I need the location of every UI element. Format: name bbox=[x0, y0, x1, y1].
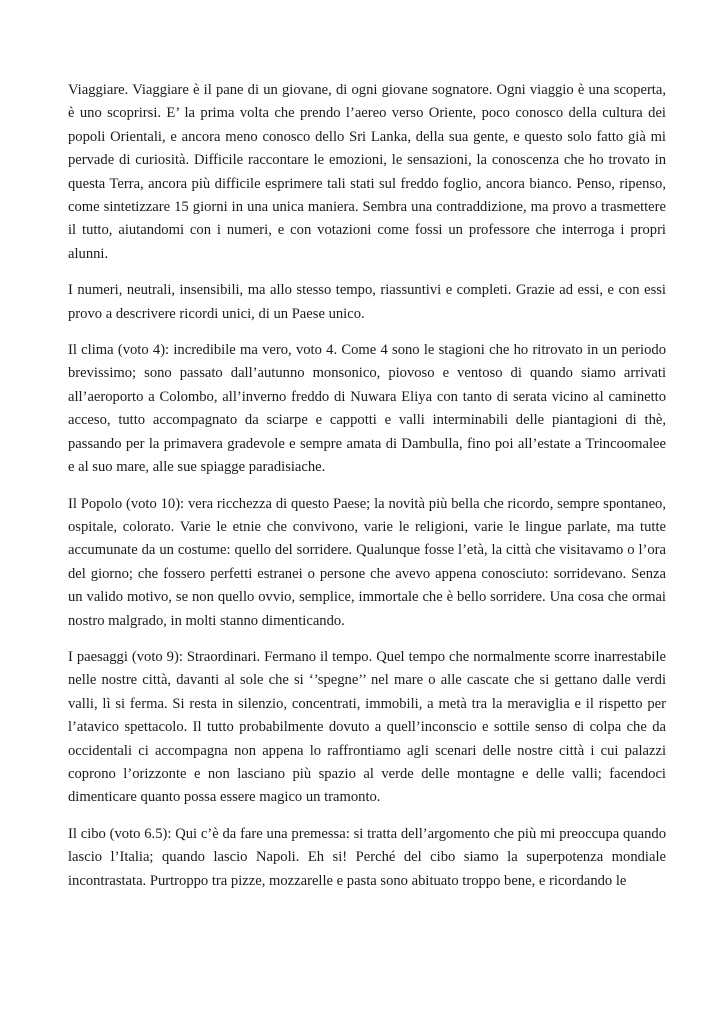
paragraph-intro: Viaggiare. Viaggiare è il pane di un giovane, di ogni giovane sognatore. Ogni viaggio è una scoperta, è uno scoprirsi. E’ la prima volta che prendo l’aereo verso Oriente, poco conosco della cultura dei popoli Orientali, e ancora meno conosco dello Sri Lanka, della sua gente, e questo solo fatto già mi pervade di curiosità. Difficile raccontare le emozioni, le sensazioni, la conoscenza che ho trovato in questa Terra, ancora più difficile esprimere tali stati sul freddo foglio, ancora bianco. Penso, ripenso, come sintetizzare 15 giorni in una unica maniera. Sembra una contraddizione, ma provo a trasmettere il tutto, aiutandomi con i numeri, e con votazioni come fossi un professore che interroga i propri alunni. bbox=[68, 82, 666, 262]
paragraph-landscapes: I paesaggi (voto 9): Straordinari. Fermano il tempo. Quel tempo che normalmente scorre inarrestabile nelle nostre città, davanti al sole che si ‘’spegne’’ nel mare o alle cascate che si gettano dalle verdi valli, lì si ferma. Si resta in silenzio, concentrati, immobili, a metà tra la meraviglia e il rispetto per l’atavico spettacolo. Il tutto probabilmente dovuto a quell’inconscio e sottile senso di colpa che da occidentali ci accompagna non appena lo raffrontiamo agli scenari delle nostre città i cui palazzi coprono l’orizzonte e non lasciano più spazio al verde delle montagne e delle valli; facendoci dimenticare quanto possa essere magico un tramonto. bbox=[68, 648, 666, 806]
paragraph-people: Il Popolo (voto 10): vera ricchezza di questo Paese; la novità più bella che ricordo, sempre spontaneo, ospitale, colorato. Varie le etnie che convivono, varie le religioni, varie le lingue parlate, ma tutte accumunate da un costume: quello del sorridere. Qualunque fosse l’età, la città che visitavamo o l’ora del giorno; che fossero perfetti estranei o persone che avevo appena conosciuto: sorridevano. Senza un valido motivo, se non quello ovvio, semplice, immortale che è bello sorridere. Una cosa che ormai nostro malgrado, in molti stanno dimenticando. bbox=[68, 495, 666, 629]
paragraph-food: Il cibo (voto 6.5): Qui c’è da fare una premessa: si tratta dell’argomento che più mi preoccupa quando lascio l’Italia; quando lascio Napoli. Eh si! Perché del cibo siamo la superpotenza mondiale incontrastata. Purtroppo tra pizze, mozzarelle e pasta sono abituato troppo bene, e ricordando le bbox=[68, 825, 666, 889]
paragraph-numbers: I numeri, neutrali, insensibili, ma allo stesso tempo, riassuntivi e completi. Grazie ad essi, e con essi provo a descrivere ricordi unici, di un Paese unico. bbox=[68, 282, 666, 322]
paragraph-climate: Il clima (voto 4): incredibile ma vero, voto 4. Come 4 sono le stagioni che ho ritrovato in un periodo brevissimo; sono passato dall’autunno monsonico, piovoso e ventoso di quando siamo arrivati all’aeroporto a Colombo, all’inverno freddo di Nuwara Eliya con tanto di serata vicino al caminetto acceso, tutto accompagnato da sciarpe e cappotti e valli interminabili delle piantagioni di thè, passando per la primavera gradevole e sempre amata di Dambulla, fino poi all’estate a Trincoomalee e al suo mare, alle sue spiagge paradisiache. bbox=[68, 342, 666, 476]
document-body bbox=[68, 79, 666, 906]
